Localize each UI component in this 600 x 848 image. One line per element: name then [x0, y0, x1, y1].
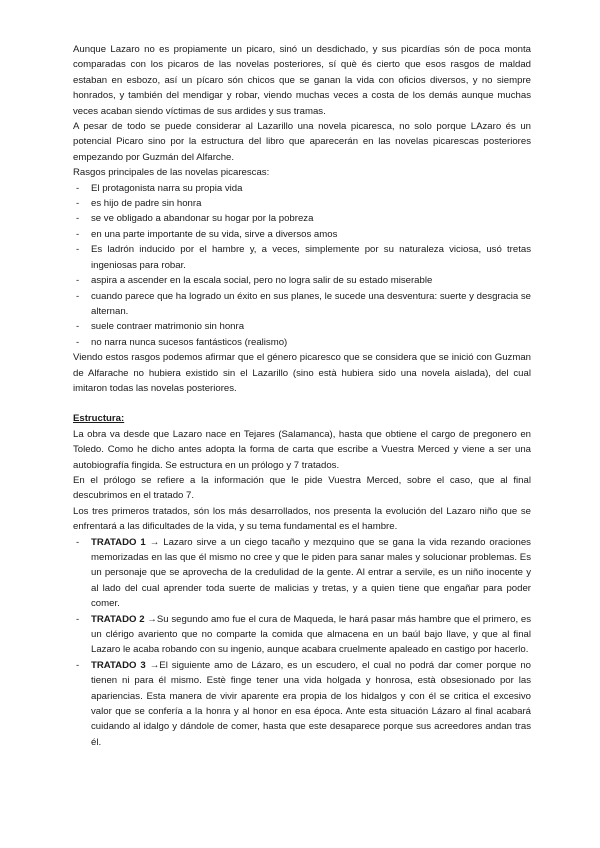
list-item: - no narra nunca sucesos fantásticos (realismo) — [73, 335, 531, 350]
tratados-list — [73, 535, 531, 751]
tratado-label: TRATADO 3 — [91, 659, 146, 671]
arrow-icon: → — [145, 659, 160, 671]
intro-paragraph-1: Aunque Lazaro no es propiamente un picaro, sinó un desdichado, y sus picardías són de poca monta comparadas con los picaros de las novelas posteriores, sí què és cierto que esos rasgos de maldad estaban en esbozo, así un pícaro són chicos que se ganan la vida con oficios diversos, y no siempre honrados, y también del mendigar y robar, viendo muchas veces a costa de los demás aunque muchas veces acaban siendo víctimas de sus ardides y sus tramas. — [73, 44, 531, 117]
tratado-label: TRATADO 2 — [91, 613, 145, 625]
intro-paragraph-2: A pesar de todo se puede considerar al Lazarillo una novela picaresca, no solo porque LAzaro és un potencial Picaro sino por la estructura del libro que aparecerán en las novelas picarescas posteriores empezando por Guzmán del Alfarche. — [73, 121, 531, 163]
document-page — [73, 42, 531, 750]
estructura-paragraph-1: La obra va desde que Lazaro nace en Tejares (Salamanca), hasta que obtiene el cargo de pregonero en Toledo. Como he dicho antes adopta la forma de carta que escribe a Vuestra Merced y viene a ser una autobiografía fingida. Se estructura en un prólogo y 7 tratados. — [73, 428, 531, 471]
arrow-icon: → — [144, 613, 157, 625]
tratado-item-3 — [73, 658, 531, 750]
traits-title: Rasgos principales de las novelas picarescas: — [73, 167, 270, 179]
section-heading-estructura: Estructura: — [73, 413, 125, 425]
tratado-text: Lazaro sirve a un ciego tacaño y mezquino que se gana la vida rezando oraciones memorizadas en las que él mismo no cree y que le piden para sanar males y solucionar problemas. Es un personaje que se aprovecha de la credulidad de la gente. Al entrar a servile, es un niño inocente y al lado del cual aprender toda suerte de malicias y tretas, y a quien tiene que engañar para poder comer. — [91, 536, 531, 610]
intro-paragraph-3: Viendo estos rasgos podemos afirmar que el género picaresco que se considera que se inició con Guzman de Alfarache no hubiera existido sin el Lazarillo (sino està hubiera sido una novela aislada), del cual imitaron todas las novelas posteriores. — [73, 352, 531, 394]
tratado-item-1 — [73, 535, 531, 612]
tratado-text: Su segundo amo fue el cura de Maqueda, le hará pasar más hambre que el primero, es un clérigo avariento que no comparte la comida que almacena en un baúl bajo llave, y que al final Lazaro le acaba robando con su ingenio, aunque acabara cruelmente apaleado en castigo por hacerlo. — [91, 613, 531, 656]
list-item: - El protagonista narra su propia vida — [73, 181, 531, 196]
arrow-icon: → — [145, 536, 164, 548]
tratado-text: El siguiente amo de Lázaro, es un escudero, el cual no podrá dar comer porque no tienen ni para él mismo. Estè finge tener una vida holgada y honrosa, està obsesionado por las apariencias. Esta manera de vivir aparente era propia de los hidalgos y con él se critica el excesivo valor que se confería a la honra y al honor en esa época. Ante esta situación Lázaro al final acabará cuidando al idalgo y dándole de comer, hasta que este desaparece porque sus acreedores andan tras él. — [91, 659, 531, 748]
traits-list — [73, 181, 531, 350]
list-item: - aspira a ascender en la escala social, pero no logra salir de su estado miserable — [73, 273, 531, 288]
estructura-paragraph-3: Los tres primeros tratados, són los más desarrollados, nos presenta la evolución del Lazaro niño que se enfrentará a las dificultades de la vida, y su tema fundamental es el hambre. — [73, 505, 531, 533]
tratado-item-2 — [73, 612, 531, 658]
tratado-label: TRATADO 1 — [91, 536, 146, 548]
estructura-paragraph-2: En el prólogo se refiere a la información que le pide Vuestra Merced, sobre el caso, que al final descubrimos en el tratado 7. — [73, 474, 531, 502]
list-item: - se ve obligado a abandonar su hogar por la pobreza — [73, 211, 531, 226]
list-item: - Es ladrón inducido por el hambre y, a veces, simplemente por su naturaleza viciosa, usó tretas ingeniosas para robar. — [73, 242, 531, 273]
list-item: - suele contraer matrimonio sin honra — [73, 319, 531, 334]
list-item: - en una parte importante de su vida, sirve a diversos amos — [73, 227, 531, 242]
list-item: - es hijo de padre sin honra — [73, 196, 531, 211]
list-item: - cuando parece que ha logrado un éxito en sus planes, le sucede una desventura: suerte y desgracia se alternan. — [73, 289, 531, 320]
